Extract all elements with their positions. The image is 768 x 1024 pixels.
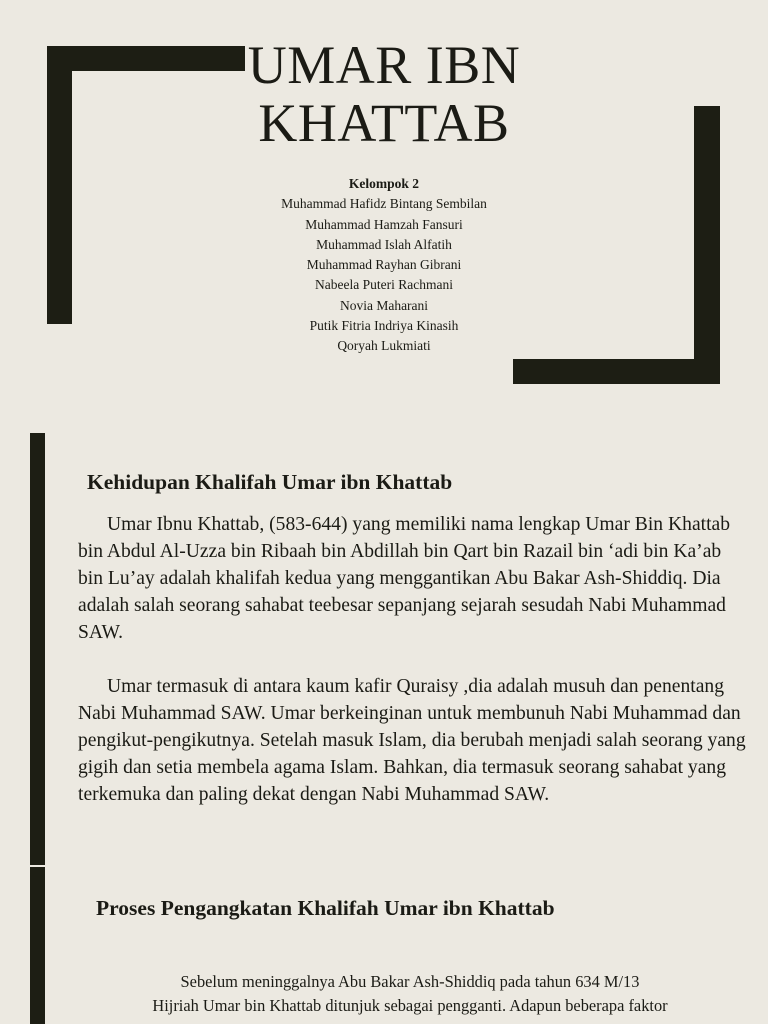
body-paragraph: Umar Ibnu Khattab, (583-644) yang memiliki nama lengkap Umar Bin Khattab bin Abdul Al-Uzza bin Ribaah bin Abdillah bin Qart bin Razail bin ‘adi bin Ka’ab bin Lu’ay adalah khalifah kedua yang menggantikan Abu Bakar Ash-Shiddiq. Dia adalah salah seorang sahabat teebesar sepanjang sejarah sesudah Nabi Muhammad SAW. [78,514,731,643]
body-paragraph: Umar termasuk di antara kaum kafir Quraisy ,dia adalah musuh dan penentang Nabi Muhammad SAW. Umar berkeinginan untuk membunuh Nabi Muhammad dan pengikut-pengikutnya. Setelah masuk Islam, dia berubah menjadi salah seorang yang gigih dan setia membela agama Islam. Bahkan, dia termasuk seorang sahabat yang terkemuka dan paling dekat dengan Nabi Muhammad SAW. [78,676,746,805]
member-list [184,174,584,357]
accent-side-bar [30,867,45,1024]
frame-bottom-right-horizontal [513,359,720,384]
member-name: Nabeela Puteri Rachmani [315,277,453,293]
accent-side-bar [30,433,45,865]
paragraph-line: Hijriah Umar bin Khattab ditunjuk sebagai pengganti. Adapun beberapa faktor [152,996,668,1015]
member-name: Muhammad Rayhan Gibrani [306,257,462,273]
member-name: Muhammad Islah Alfatih [316,236,452,252]
slide-title: UMAR IBN KHATTAB [247,35,521,153]
section-heading: Kehidupan Khalifah Umar ibn Khattab [87,470,453,494]
member-name: Novia Maharani [339,297,429,313]
member-name: Muhammad Hamzah Fansuri [305,216,463,232]
member-name: Muhammad Hafidz Bintang Sembilan [281,196,487,212]
member-name: Putik Fitria Indriya Kinasih [309,318,459,334]
member-name: Qoryah Lukmiati [337,338,431,354]
frame-top-left-vertical [47,46,72,324]
section-heading: Proses Pengangkatan Khalifah Umar ibn Khattab [96,896,555,920]
group-label: Kelompok 2 [348,176,420,191]
body-paragraph-centered [90,970,730,1018]
paragraph-line: Sebelum meninggalnya Abu Bakar Ash-Shiddiq pada tahun 634 M/13 [180,972,640,991]
frame-bottom-right-vertical [694,106,720,384]
